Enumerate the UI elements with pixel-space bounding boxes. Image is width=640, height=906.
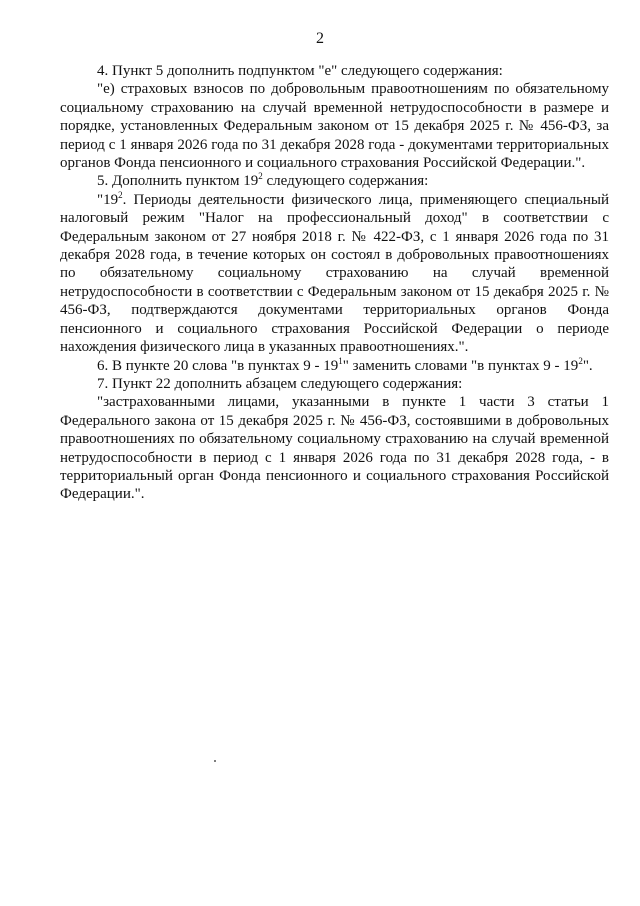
paragraph-item-6-text-middle: " заменить словами "в пунктах 9 - 19 — [342, 357, 579, 374]
clause-19-2-text-after: . Периоды деятельности физического лица, применяющего специальный налоговый режим "Налог на профессиональный доход" в соответствии с Федеральным законом от 27 ноября 2018 г. № 422-ФЗ, с 1 января 2026 года по 31 декабря 2028 года, в течение которых он состоял в добровольных правоотношениях по обязательному социальному страхованию на случай временной нетрудоспособности в соответствии с Федеральным законом от 15 декабря 2025 г. № 456-ФЗ, подтверждаются документами территориальных органов Фонда пенсионного и социального страхования Российской Федерации о периоде нахождения физического лица в указанных правоотношениях.". — [60, 191, 609, 356]
superscript-2: 2 — [118, 189, 123, 200]
document-body — [60, 62, 609, 504]
paragraph-clause-19-2 — [60, 191, 609, 357]
scan-speck — [214, 760, 216, 762]
paragraph-item-6-text-after: ". — [582, 357, 593, 374]
paragraph-item-7: 7. Пункт 22 дополнить абзацем следующего содержания: — [97, 375, 463, 392]
paragraph-item-5 — [60, 172, 609, 190]
paragraph-insured-persons: "застрахованными лицами, указанными в пункте 1 части 3 статьи 1 Федерального закона от 15 декабря 2025 г. № 456-ФЗ, состоявшими в добровольных правоотношениях по обязательному социальному страхованию на случай временной нетрудоспособности в период с 1 января 2026 года по 31 декабря 2028 года, - в территориальный орган Фонда пенсионного и социального страхования Российской Федерации.". — [60, 394, 609, 503]
page-number: 2 — [316, 30, 324, 47]
paragraph-item-4: 4. Пункт 5 дополнить подпунктом "е" следующего содержания: — [97, 63, 503, 79]
paragraph-item-6-text-before: 6. В пункте 20 слова "в пунктах 9 - 19 — [97, 357, 339, 374]
clause-19-2-text-before: "19 — [97, 191, 119, 208]
superscript-2: 2 — [578, 355, 583, 366]
superscript-2: 2 — [258, 171, 263, 182]
paragraph-item-6 — [60, 357, 609, 375]
paragraph-item-5-text-after: следующего содержания: — [262, 173, 429, 190]
superscript-1: 1 — [338, 355, 343, 366]
paragraph-item-5-text-before: 5. Дополнить пунктом 19 — [97, 173, 259, 190]
paragraph-subitem-e: "е) страховых взносов по добровольным правоотношениям по обязательному социальному страхованию на случай временной нетрудоспособности в размере и порядке, установленных Федеральным законом от 15 декабря 2025 г. № 456-ФЗ, за период с 1 января 2026 года по 31 декабря 2028 года - документами территориальных органов Фонда пенсионного и социального страхования Российской Федерации.". — [60, 81, 609, 172]
